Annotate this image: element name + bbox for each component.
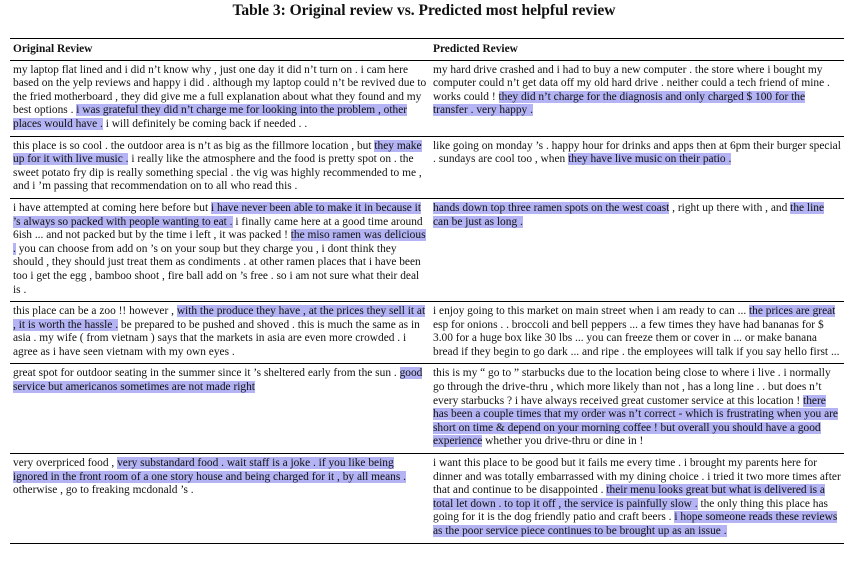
review-text: you can choose from add on ’s on your soup but they charge you , i dont think they should , they should just treat them as condiments . at other ramen places that i have been too i get the egg , bamboo shoot , fire ball add on ’s free . so i am not sure what their deal is . [13, 242, 421, 296]
helpful-sentence-highlight: very substandard food . wait staff is a joke . if you like being ignored in the front room of a one story house and being charged for it , by all means . [13, 457, 406, 483]
review-text: , right up there with , and [669, 201, 791, 214]
table-caption: Table 3: Original review vs. Predicted most helpful review [232, 2, 616, 19]
helpful-sentence-highlight: the prices are great [749, 305, 836, 318]
original-review-cell [10, 302, 430, 364]
original-review-cell [10, 60, 430, 136]
review-text: esp for onions . . broccoli and bell peppers ... a few times they have had bananas for $ 3.00 for a huge box like 30 lbs ... you can freeze them or cover in ... or make banana bread if they begin to go dark ... and ripe . the employees will talk if you say hello first ... [433, 318, 840, 358]
column-header-predicted: Predicted Review [430, 39, 844, 61]
helpful-sentence-highlight: they did n’t charge for the diagnosis and only charged $ 100 for the transfer . very happy . [433, 90, 806, 117]
table-row [10, 136, 844, 198]
helpful-sentence-highlight: i hope someone reads these reviews as the poor service piece continues to be brought up as an issue . [433, 511, 838, 537]
original-review-cell [10, 454, 430, 544]
predicted-review-cell [430, 454, 844, 544]
review-text: i really like the atmosphere and the food is pretty spot on . the sweet potato fry dip is really something special . the vig was highly recommended to me , and i ’m passing that recommendation on to all who read this . [13, 153, 422, 193]
helpful-sentence-highlight: there has been a couple times that my order was n’t correct - which is frustrating when you are short on time & depend on your morning coffee ! but overall you should have a good experience [433, 394, 838, 448]
helpful-sentence-highlight: i have never been able to make it in because it ’s always so packed with people wanting to eat . [13, 201, 422, 228]
review-table [10, 38, 844, 544]
column-header-original: Original Review [10, 39, 430, 61]
predicted-review-cell [430, 136, 844, 198]
helpful-sentence-highlight: their menu looks great but what is delivered is a total let down . to top it off , the service is painfully slow . [433, 484, 825, 510]
review-text: i will definitely be coming back if needed . . [102, 117, 308, 130]
original-review-cell [10, 198, 430, 301]
table-row [10, 198, 844, 301]
review-text: whether you drive-thru or dine in ! [482, 435, 644, 448]
review-text: otherwise , go to freaking mcdonald ’s . [13, 484, 194, 497]
review-text: i have attempted at coming here before but [13, 201, 211, 214]
helpful-sentence-highlight: they make up for it with live music . [13, 139, 422, 166]
review-text: i enjoy going to this market on main street when i am ready to can ... [433, 305, 750, 318]
helpful-sentence-highlight: i was grateful they did n’t charge me for looking into the problem , other places would have . [13, 104, 408, 130]
helpful-sentence-highlight: the miso ramen was delicious . [13, 229, 426, 255]
review-text: very overpriced food , [13, 457, 118, 470]
review-text: i finally came here at a good time around 6ish ... and not packed but by the time i left , it was packed ! [13, 215, 423, 242]
helpful-sentence-highlight: they have live music on their patio . [568, 153, 732, 166]
predicted-review-cell [430, 364, 844, 454]
table-row [10, 302, 844, 364]
table-row [10, 364, 844, 454]
original-review-cell [10, 364, 430, 454]
review-text: this place can be a zoo !! however , [13, 305, 177, 318]
review-text: my laptop flat lined and i did n’t know why , just one day it did n’t turn on . i cam here based on the yelp reviews and happy i did . although my laptop could n’t be revived due to the fried motherboard , they did give me a full explanation about what they found and my best options . [13, 63, 427, 117]
table-row [10, 60, 844, 136]
review-text: the only thing this place has going for it is the dog friendly patio and craft beers . [433, 497, 828, 524]
review-text: this place is so cool . the outdoor area is n’t as big as the fillmore location , but [13, 139, 375, 152]
review-text: great spot for outdoor seating in the summer since it ’s sheltered early from the sun . [13, 367, 400, 380]
helpful-sentence-highlight: good service but americanos sometimes are not made right [13, 367, 423, 394]
table-header-row [10, 39, 844, 61]
predicted-review-cell [430, 302, 844, 364]
review-text: my hard drive crashed and i had to buy a new computer . the store where i bought my computer could n’t get data off my old hard drive . neither could a tech friend of mine . works could ! [433, 63, 830, 103]
review-text: i want this place to be good but it fails me every time . i brought my parents here for dinner and was totally embarrassed with my dining choice . i tried it two more times after that and continue to be disappointed . [433, 457, 841, 497]
helpful-sentence-highlight: hands down top three ramen spots on the west coast [433, 201, 670, 214]
helpful-sentence-highlight: the line can be just as long . [433, 201, 825, 228]
review-text: like going on monday ’s . happy hour for drinks and apps then at 6pm their burger special . sundays are cool too , when [433, 139, 841, 166]
helpful-sentence-highlight: with the produce they have , at the prices they sell it at , it is worth the hassle . [13, 305, 426, 331]
original-review-cell [10, 136, 430, 198]
table-row [10, 454, 844, 544]
predicted-review-cell [430, 60, 844, 136]
predicted-review-cell [430, 198, 844, 301]
review-text: be prepared to be pushed and shoved . this is much the same as in asia . my wife ( from vietnam ) says that the markets in asia are even more crowded . i agree as i have seen vietnam with my own eyes . [13, 318, 420, 358]
review-text: this is my “ go to ” starbucks due to the location being close to where i live . i normally go through the drive-thru , which more likely than not , has a long line . . but does n’t every starbucks ? i have always received great customer service at this location ! [433, 367, 831, 407]
